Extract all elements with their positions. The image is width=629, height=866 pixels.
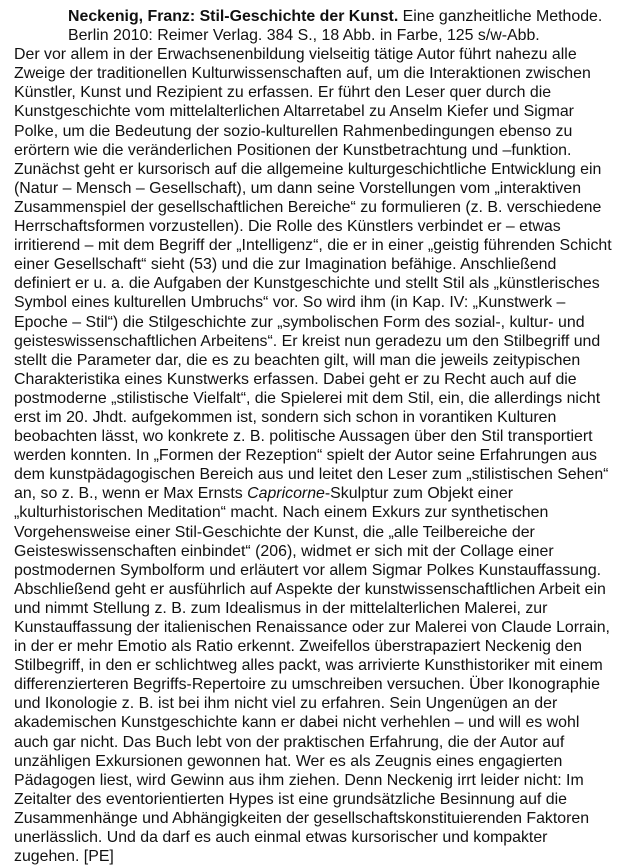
body-line: Stilbegriff, in den er schlichtweg alles packt, was arrivierte Kunsthistoriker mit einem — [14, 657, 603, 675]
body-line-end: -Skulptur zum Objekt einer — [324, 485, 514, 503]
body-line: postmoderne „stilistische Vielfalt“, die Spielerei mit dem Stil, ein, die allerdings nicht — [14, 389, 601, 407]
body-line: Epoche – Stil“) die Stilgeschichte zur „symbolischen Form des sozial-, kultur- und — [14, 313, 585, 331]
body-line: (Natur – Mensch – Gesellschaft), um dann seine Vorstellungen vom „interaktiven — [14, 179, 582, 197]
body-line: Zunächst geht er kursorisch auf die allgemeine kulturgeschichtliche Entwicklung ein — [14, 160, 602, 178]
body-line: beobachten lässt, wo konkrete z. B. politische Aussagen über den Stil transportiert — [14, 428, 593, 446]
body-line: Kunstgeschichte vom mittelalterlichen Altarretabel zu Anselm Kiefer und Sigmar — [14, 103, 574, 121]
body-line: werden konnten. In „Formen der Rezeption“ spielt der Autor seine Erfahrungen aus — [14, 447, 597, 465]
body-line: „kulturhistorischen Meditation“ macht. Nach einem Exkurs zur synthetischen — [14, 504, 549, 522]
body-line: stellt die Parameter dar, die es zu beachten gilt, will man die jeweils zeitypischen — [14, 351, 581, 369]
italic-work-title: Capricorne — [247, 485, 325, 503]
body-line: postmodernen Symbolform und erläutert vor allem Sigmar Polkes Kunstauffassung. — [14, 561, 602, 579]
header-title-line — [68, 8, 619, 27]
body-line: Charakteristika eines Kunstwerks erfassen. Dabei geht er zu Recht auch auf die — [14, 370, 577, 388]
body-line-with-italic — [14, 484, 619, 503]
body-line: akademischen Kunstgeschichte kann er dabei nicht verhehlen – und will es wohl — [14, 714, 580, 732]
body-line: einer Gesellschaft“ sieht (53) und die zur Imagination befähige. Anschließend — [14, 256, 557, 274]
body-line-start: an, so z. B., wenn er Max Ernsts — [14, 485, 248, 503]
body-line: auch gar nicht. Das Buch lebt von der praktischen Erfahrung, die der Autor auf — [14, 733, 565, 751]
body-line: unzähligen Exkursionen gewonnen hat. Wer es als Zeugnis eines engagierten — [14, 752, 563, 770]
body-line: unerlässlich. Und da darf es auch einmal etwas kursorischer und kompakter — [14, 829, 548, 847]
publication-info: Berlin 2010: Reimer Verlag. 384 S., 18 Abb. in Farbe, 125 s/w-Abb. — [68, 26, 540, 44]
body-line: differenzierteren Begriffs-Repertoire zu umschreiben versuchen. Über Ikonographie — [14, 676, 600, 694]
body-line: Der vor allem in der Erwachsenenbildung vielseitig tätige Autor führt nahezu alle — [14, 46, 577, 64]
body-line: Kunstauffassung der italienischen Renaissance oder zur Malerei von Claude Lorrain, — [14, 619, 610, 636]
body-line: erst im 20. Jhdt. aufgekommen ist, sondern sich schon in vorantiken Kulturen — [14, 408, 557, 426]
author-title: Neckenig, Franz: Stil-Geschichte der Kunst. — [68, 8, 399, 25]
body-line: Geisteswissenschaften einbindet“ (206), widmet er sich mit der Collage einer — [14, 542, 554, 560]
body-line: zugehen. [PE] — [14, 848, 114, 866]
body-line: definiert er u. a. die Aufgaben der Kunstgeschichte und stellt Stil als „künstlerisches — [14, 275, 600, 293]
body-line: und nimmt Stellung z. B. zum Idealismus in der mittelalterlichen Malerei, zur — [14, 599, 548, 617]
body-line: Zusammenspiel der gesellschaftlichen Bereiche“ zu formulieren (z. B. verschiedene — [14, 198, 602, 216]
review-body — [14, 45, 619, 866]
body-line: Abschließend geht er ausführlich auf Aspekte der kunstwissenschaftlichen Arbeit ein — [14, 580, 606, 598]
body-line: Herrschaftsformen vorzustellen). Die Rolle des Künstlers verbindet er – etwas — [14, 218, 561, 236]
body-line: und Ikonologie z. B. ist bei ihm nicht viel zu erfahren. Sein Ungenügen an der — [14, 695, 558, 713]
body-line: Zweige der traditionellen Kulturwissenschaften auf, um die Interaktionen zwischen — [14, 65, 591, 83]
body-line: irritierend – mit dem Begriff der „Intelligenz“, die er in einer „geistig führenden Schicht — [14, 237, 612, 255]
body-line: erörtern wie die veränderlichen Positionen der Kunstbetrachtung und –funktion. — [14, 141, 572, 159]
review-header — [68, 8, 619, 45]
body-line: Zusammenhänge und Abhängigkeiten der gesellschaftskonstituierenden Faktoren — [14, 809, 590, 827]
body-line: Künstler, Kunst und Rezipient zu erfassen. Er führt den Leser quer durch die — [14, 84, 552, 102]
body-line: Polke, um die Bedeutung der sozio-kulturellen Rahmenbedingungen ebenso zu — [14, 122, 573, 140]
subtitle: Eine ganzheitliche Methode. — [398, 8, 603, 25]
body-line: in der er mehr Emotio als Ratio erkennt. Zweifellos überstrapaziert Neckenig den — [14, 638, 582, 656]
body-line: Zeitalter des eventorientierten Hypes ist eine grundsätzliche Besinnung auf die — [14, 790, 567, 808]
body-line: Pädagogen liest, wird Gewinn aus ihm ziehen. Denn Neckenig irrt leider nicht: Im — [14, 771, 584, 789]
body-line: dem kunstpädagogischen Bereich aus und leitet den Leser zum „stilistischen Sehen“ — [14, 466, 609, 484]
body-line: Vorgehensweise einer Stil-Geschichte der Kunst, die „alle Teilbereiche der — [14, 523, 535, 541]
body-line: geisteswissenschaftlichen Arbeitens“. Er kreist nun geradezu um den Stilbegriff und — [14, 332, 601, 350]
body-line: Symbol eines kulturellen Umbruchs“ vor. So wird ihm (in Kap. IV: „Kunstwerk – — [14, 294, 566, 312]
